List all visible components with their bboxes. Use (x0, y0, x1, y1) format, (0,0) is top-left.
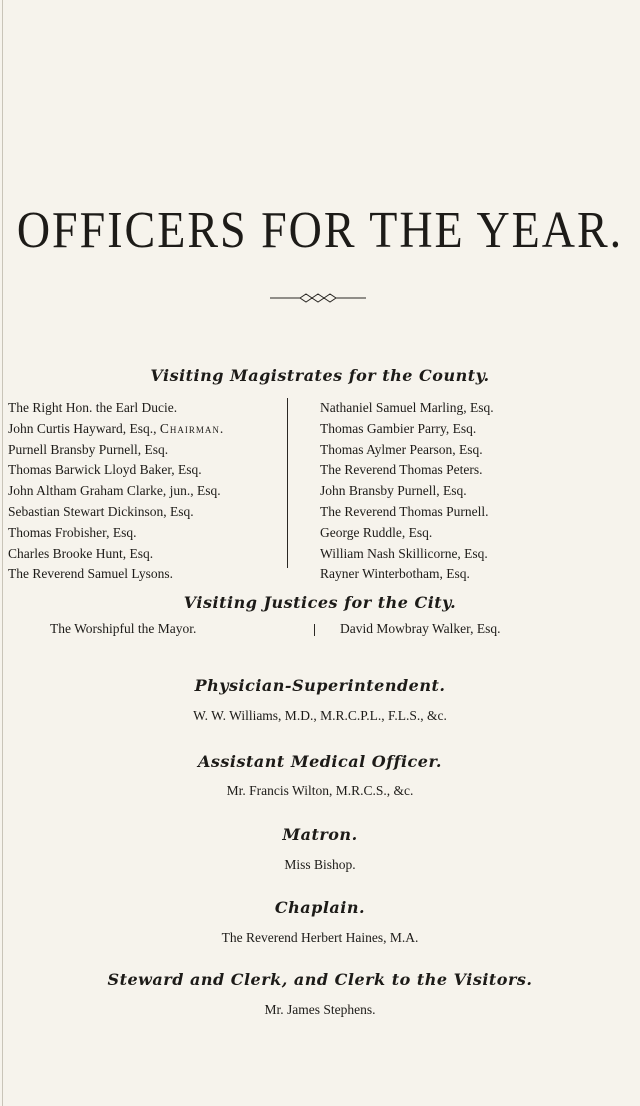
magistrate-name: Sebastian Stewart Dickinson, Esq. (8, 503, 194, 519)
matron-heading: Matron. (282, 825, 358, 844)
magistrate-name: William Nash Skillicorne, Esq. (320, 545, 488, 561)
magistrates-right-column (320, 398, 494, 585)
magistrate-name: Thomas Frobisher, Esq. (8, 524, 137, 540)
matron-name: Miss Bishop. (284, 857, 356, 872)
magistrate-name: John Curtis Hayward, Esq., Chairman. (8, 420, 225, 436)
magistrate-name: Rayner Winterbotham, Esq. (320, 566, 470, 582)
chaplain-name: The Reverend Herbert Haines, M.A. (221, 930, 419, 945)
justice-name-left: The Worshipful the Mayor. (50, 621, 197, 636)
magistrates-left-column (8, 398, 224, 585)
magistrate-name: Thomas Gambier Parry, Esq. (320, 420, 477, 436)
physician-name: W. W. Williams, M.D., M.R.C.P.L., F.L.S., &c. (193, 708, 447, 723)
steward-heading: Steward and Clerk, and Clerk to the Visitors. (107, 970, 533, 989)
magistrate-name: George Ruddle, Esq. (320, 524, 433, 540)
chairman-label: Chairman. (159, 420, 225, 436)
magistrates-heading: Visiting Magistrates for the County. (150, 366, 490, 385)
assistant-heading: Assistant Medical Officer. (197, 752, 442, 771)
magistrate-name: The Right Hon. the Earl Ducie. (8, 400, 178, 415)
justices-divider (314, 624, 315, 636)
magistrate-name: Charles Brooke Hunt, Esq. (8, 545, 154, 561)
justices-heading: Visiting Justices for the City. (183, 593, 457, 612)
column-divider (287, 398, 288, 568)
magistrate-name: Nathaniel Samuel Marling, Esq. (320, 400, 494, 415)
ornament-divider (270, 292, 366, 304)
page-title: OFFICERS FOR THE YEAR. (16, 201, 624, 259)
magistrate-name: Thomas Barwick Lloyd Baker, Esq. (8, 462, 202, 478)
steward-name: Mr. James Stephens. (264, 1002, 376, 1017)
magistrate-name: John Altham Graham Clarke, jun., Esq. (8, 483, 221, 499)
magistrate-name: Thomas Aylmer Pearson, Esq. (320, 441, 483, 457)
magistrate-name: Purnell Bransby Purnell, Esq. (8, 441, 169, 457)
chaplain-heading: Chaplain. (274, 898, 366, 917)
physician-heading: Physician-Superintendent. (194, 676, 446, 695)
justice-name-right: David Mowbray Walker, Esq. (340, 621, 501, 636)
magistrate-name: The Reverend Samuel Lysons. (8, 566, 173, 582)
magistrate-name: The Reverend Thomas Purnell. (320, 503, 489, 519)
assistant-name: Mr. Francis Wilton, M.R.C.S., &c. (226, 783, 414, 798)
magistrate-name: John Bransby Purnell, Esq. (320, 483, 467, 499)
magistrate-name: The Reverend Thomas Peters. (320, 462, 483, 478)
